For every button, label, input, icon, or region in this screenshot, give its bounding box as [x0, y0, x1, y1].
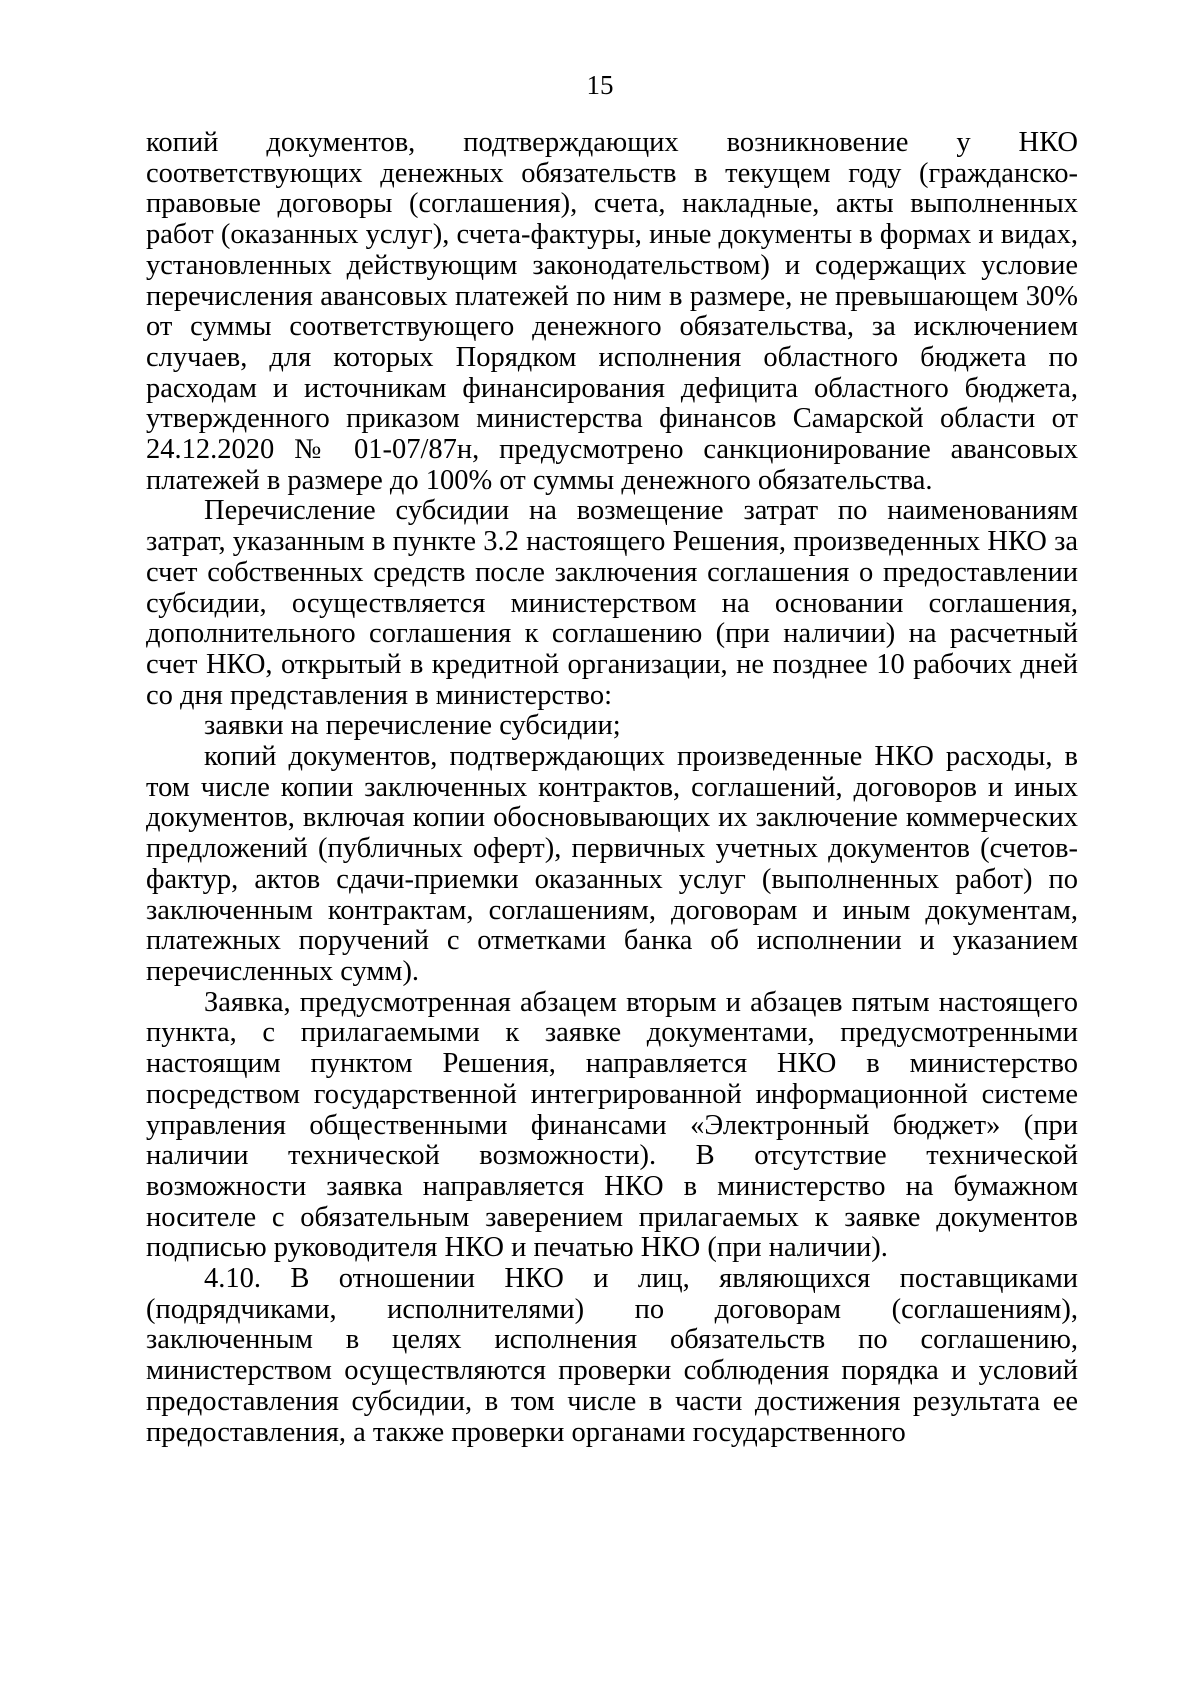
paragraph-subsidy-transfer: Перечисление субсидии на возмещение затрат по наименованиям затрат, указанным в пункте 3.2 настоящего Решения, произведенных НКО за счет собственных средств после заключения соглашения о предоставлении субсидии, осуществляется министерством на основании соглашения, дополнительного соглашения к соглашению (при наличии) на расчетный счет НКО, открытый в кредитной организации, не позднее 10 рабочих дней со дня представления в министерство: [146, 495, 1078, 711]
paragraph-expense-documents: копий документов, подтверждающих произведенные НКО расходы, в том числе копии заключенных контрактов, соглашений, договоров и иных документов, включая копии обосновывающих их заключение коммерческих предложений (публичных оферт), первичных учетных документов (счетов-фактур, актов сдачи-приемки оказанных услуг (выполненных работ) по заключенным контрактам, соглашениям, договорам и иным документам, платежных поручений с отметками банка об исполнении и указанием перечисленных сумм). [146, 741, 1078, 987]
page-number: 15 [586, 70, 614, 100]
paragraph-transfer-request: заявки на перечисление субсидии; [204, 710, 621, 742]
paragraph-section-4-10: 4.10. В отношении НКО и лиц, являющихся поставщиками (подрядчиками, исполнителями) по договорам (соглашениям), заключенным в целях исполнения обязательств по соглашению, министерством осуществляются проверки соблюдения порядка и условий предоставления субсидии, в том числе в части достижения результата ее предоставления, а также проверки органами государственного [146, 1263, 1078, 1448]
paragraph-request-submission: Заявка, предусмотренная абзацем вторым и абзацев пятым настоящего пункта, с прилагаемыми к заявке документами, предусмотренными настоящим пунктом Решения, направляется НКО в министерство посредством государственной интегрированной информационной системе управления общественными финансами «Электронный бюджет» (при наличии технической возможности). В отсутствие технической возможности заявка направляется НКО в министерство на бумажном носителе с обязательным заверением прилагаемых к заявке документов подписью руководителя НКО и печатью НКО (при наличии). [146, 986, 1078, 1264]
paragraph-documents-continuation: копий документов, подтверждающих возникновение у НКО соответствующих денежных обязательств в текущем году (гражданско-правовые договоры (соглашения), счета, накладные, акты выполненных работ (оказанных услуг), счета-фактуры, иные документы в формах и видах, установленных действующим законодательством) и содержащих условие перечисления авансовых платежей по ним в размере, не превышающем 30% от суммы соответствующего денежного обязательства, за исключением случаев, для которых Порядком исполнения областного бюджета по расходам и источникам финансирования дефицита областного бюджета, утвержденного приказом министерства финансов Самарской области от 24.12.2020 № 01-07/87н, предусмотрено санкционирование авансовых платежей в размере до 100% от суммы денежного обязательства. [146, 127, 1078, 496]
document-body [146, 128, 1078, 1448]
